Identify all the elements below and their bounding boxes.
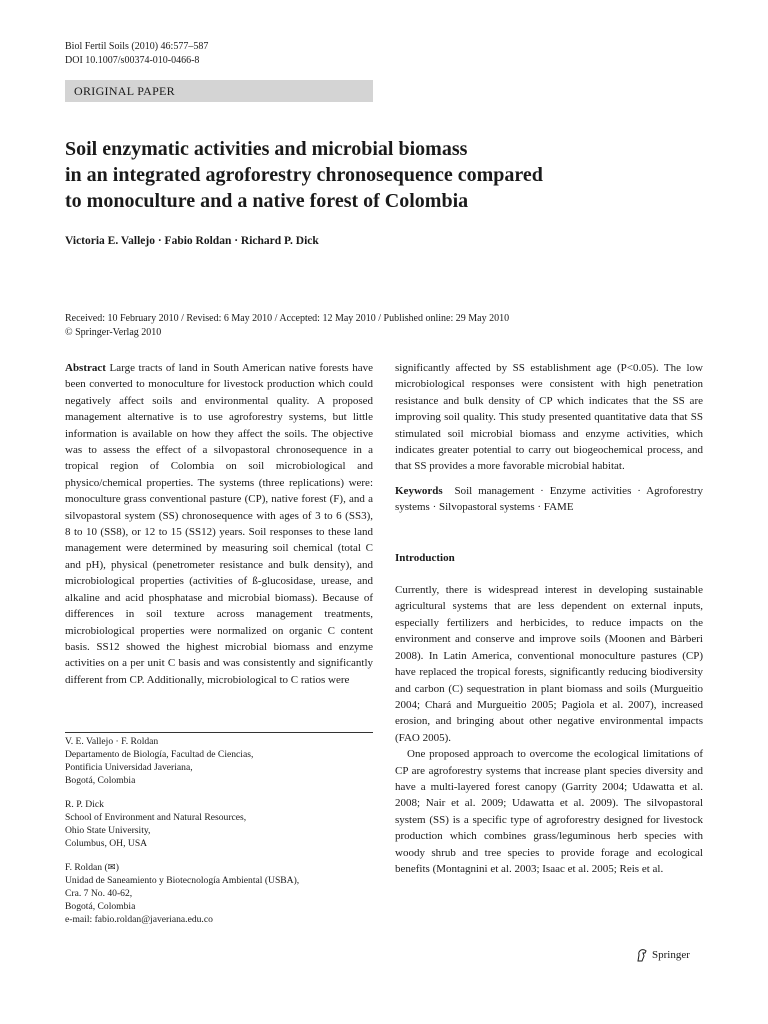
title-line: to monoculture and a native forest of Colombia [65,190,469,212]
keywords [395,483,703,516]
affiliation-block [65,861,373,926]
abstract-continuation: significantly affected by SS establishment age (P<0.05). The low microbiological responses were consistent with high penetration resistance and bulk density of CP which indicates that the SS are improving soil quality. This study presented quantitative data that SS stimulated soil microbial biomass and enzyme activities, which indicates greater potential to carry out biogeochemical process, and that SS provides a more favorable microbial habitat. [395,362,703,473]
copyright: © Springer-Verlag 2010 [65,327,162,338]
intro-paragraph: Currently, there is widespread interest in developing sustainable agricultural systems that are less dependent on external inputs, especially fertilizers and herbicides, to reduce impacts on the environment and conserve and improve soils (Moonen and Bàrberi 2008). In Latin America, conventional monoculture pastures (CP) have replaced the tropical forests, significantly reducing biodiversity and carbon (C) sequestration in plant biomass and soils (Murgueitio 2004; Chará and Murgueitio 2005; Pagiola et al. 2007), increased erosion, and bringing about other negative environmental impacts (FAO 2005). [395,584,703,744]
affiliation-line: Bogotá, Colombia [65,901,136,912]
received-dates: Received: 10 February 2010 / Revised: 6 May 2010 / Accepted: 12 May 2010 / Published online: 29 May 2010 [65,313,510,324]
intro-paragraph: One proposed approach to overcome the ecological limitations of CP are agroforestry systems that increase plant species diversity and have a multi-layered forest canopy (Garrity 2004; Udawatta et al. 2008; Nair et al. 2009; Udawatta et al. 2009). The silvopastoral system (SS) is a specific type of agroforestry designed for livestock production which combines grass/leguminous herb species with woody shrub and tree species to provide forage and ecological benefits (Montagnini et al. 2003; Isaac et al. 2005; Reis et al. [395,748,703,875]
title-line: in an integrated agroforestry chronosequence compared [65,164,543,186]
journal-citation: Biol Fertil Soils (2010) 46:577–587 [65,41,209,52]
email-link[interactable]: e-mail: fabio.roldan@javeriana.edu.co [65,914,213,925]
publisher-name: Springer [652,949,690,961]
affiliation-line: Bogotá, Colombia [65,775,136,786]
keywords-label: Keywords [395,484,443,497]
affiliation-block [65,735,373,787]
publisher-logo [636,948,690,962]
journal-meta [65,40,208,68]
author-list: Victoria E. Vallejo · Fabio Roldan · Richard P. Dick [65,235,319,247]
affiliation-line: R. P. Dick [65,799,104,810]
section-heading-introduction: Introduction [395,551,455,564]
affiliation-line: Unidad de Saneamiento y Biotecnología Ambiental (USBA), [65,875,300,886]
section-label: ORIGINAL PAPER [65,80,373,102]
affiliation-line: Cra. 7 No. 40-62, [65,888,133,899]
publication-history [65,312,509,340]
abstract-label: Abstract [65,362,106,374]
article-title [65,136,685,214]
affiliation-block [65,798,373,850]
affiliation-line: School of Environment and Natural Resources, [65,812,247,823]
affiliation-line: Pontificia Universidad Javeriana, [65,762,193,773]
affiliations [65,732,373,937]
abstract-text: Large tracts of land in South American native forests have been converted to monoculture for livestock production which could negatively affect soils and environmental quality. A proposed management alternative is to use agroforestry systems, but little information is available on how they affect the soils. The objective was to assess the effect of a silvopastoral chronosequence in a tropical region of Colombia on soil microbiological and physico/chemical properties. The systems (three replications) were: monoculture grass conventional pasture (CP), native forest (F), and a silvopastoral system (SS) chronosequence with ages of 3 to 6 (SS3), 8 to 10 (SS8), or 12 to 15 (SS12) years. Soil responses to these land management were determined by measuring soil chemical (total C and pH), physical (penetrometer resistance and bulk density), and microbiological properties (activities of ß-glucosidase, urease, and alkaline and acid phosphatase and microbial biomass). Because of differences in soil texture across management treatments, microbiological properties were normalized on organic C content basis. SS12 showed the highest microbial biomass and enzyme activities on a per unit C basis and was consistently and significantly different from CP. Additionally, microbiological to C ratios were [65,362,374,686]
springer-horse-icon [636,948,648,962]
affiliation-line: Ohio State University, [65,825,151,836]
right-column [395,360,703,877]
abstract-paragraph [65,360,373,688]
journal-doi: DOI 10.1007/s00374-010-0466-8 [65,55,200,66]
affiliation-line: Departamento de Biología, Facultad de Ciencias, [65,749,254,760]
affiliation-line: V. E. Vallejo · F. Roldan [65,736,159,747]
left-column [65,360,373,688]
affiliation-line: F. Roldan (✉) [65,862,119,873]
affiliation-line: Columbus, OH, USA [65,838,148,849]
title-line: Soil enzymatic activities and microbial biomass [65,138,468,160]
keywords-text: Soil management · Enzyme activities · Agroforestry systems · Silvopastoral systems · FAME [395,484,703,514]
